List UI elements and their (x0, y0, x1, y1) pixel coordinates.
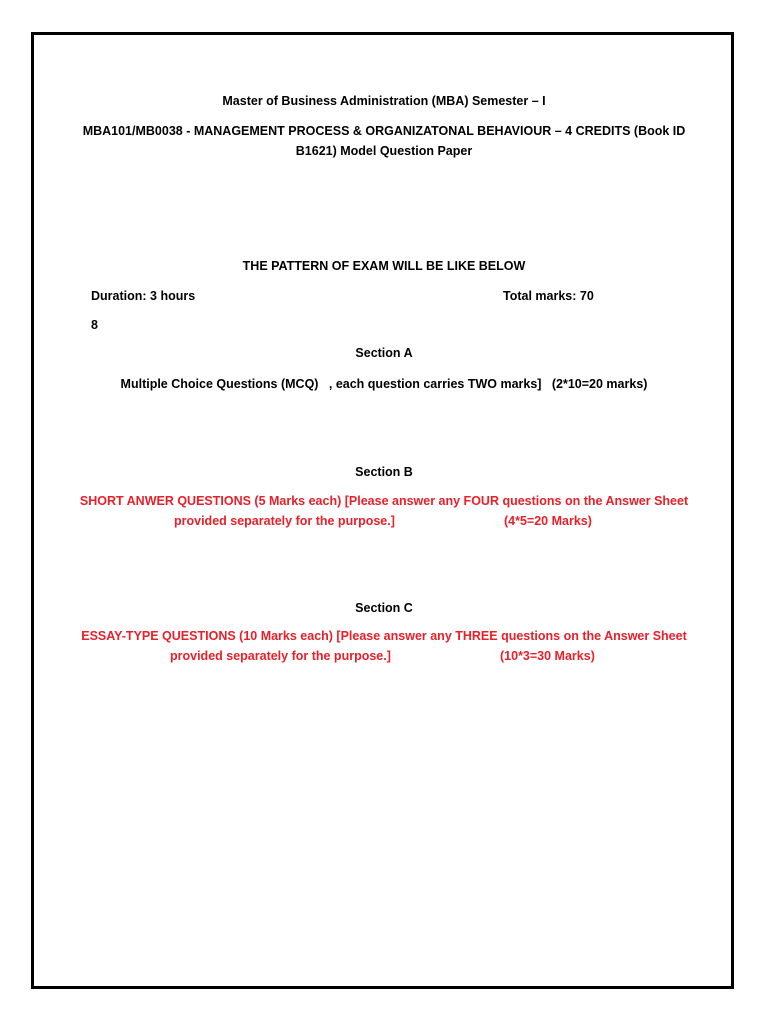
course-title-line-2: B1621) Model Question Paper (295, 144, 473, 158)
section-c-instructions-line-2: provided separately for the purpose.] (170, 649, 391, 663)
exam-duration: Duration: 3 hours (91, 289, 196, 303)
section-a-description: Multiple Choice Questions (MCQ) , each question carries TWO marks] (2*10=20 marks) (120, 377, 648, 391)
section-b-heading: Section B (355, 465, 413, 479)
stray-number: 8 (91, 318, 98, 332)
program-title: Master of Business Administration (MBA) Semester – I (222, 94, 546, 108)
section-c-instructions-line-1: ESSAY-TYPE QUESTIONS (10 Marks each) [Please answer any THREE questions on the Answer Sheet (81, 629, 687, 643)
section-a-heading: Section A (355, 346, 413, 360)
exam-total-marks: Total marks: 70 (503, 289, 594, 303)
exam-pattern-title: THE PATTERN OF EXAM WILL BE LIKE BELOW (242, 259, 526, 273)
section-c-heading: Section C (355, 601, 413, 615)
section-b-instructions-line-1: SHORT ANWER QUESTIONS (5 Marks each) [Please answer any FOUR questions on the Answer Sheet (79, 494, 689, 508)
section-b-marks: (4*5=20 Marks) (504, 514, 592, 528)
section-b-instructions-line-2: provided separately for the purpose.] (174, 514, 395, 528)
course-title-line-1: MBA101/MB0038 - MANAGEMENT PROCESS & ORGANIZATONAL BEHAVIOUR – 4 CREDITS (Book ID (82, 124, 686, 138)
section-c-marks: (10*3=30 Marks) (500, 649, 595, 663)
